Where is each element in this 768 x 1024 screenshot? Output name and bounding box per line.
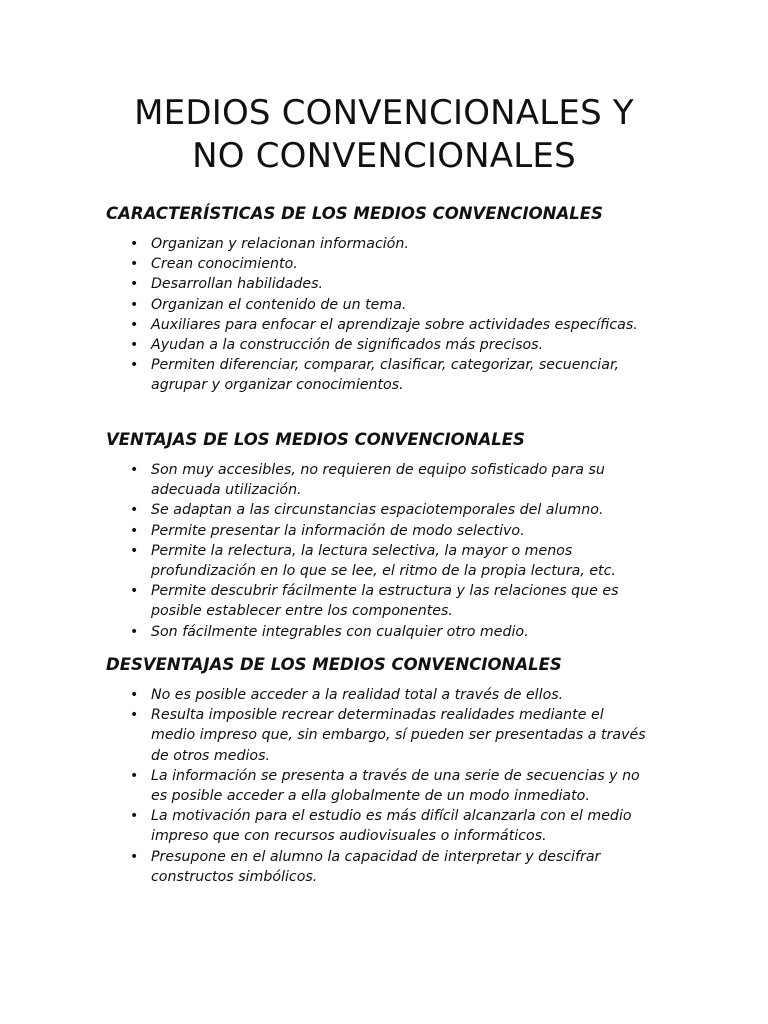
- bullet-list: [106, 460, 666, 642]
- bullet-icon: •: [130, 337, 139, 354]
- title-line-1: MEDIOS CONVENCIONALES Y: [134, 93, 634, 133]
- bullet-icon: •: [130, 236, 139, 252]
- list-item: [106, 521, 651, 541]
- bullet-icon: •: [130, 808, 139, 825]
- list-item-text: La información se presenta a través de una serie de secuencias y no es posible acceder a ella globalmente de un modo inmediato.: [151, 767, 640, 805]
- bullet-list: [106, 685, 666, 887]
- list-item-text: Crean conocimiento.: [151, 256, 298, 273]
- list-item-text: Ayudan a la construcción de significados más precisos.: [151, 337, 544, 354]
- section-ventajas: [106, 428, 666, 642]
- bullet-icon: •: [130, 687, 139, 703]
- bullet-icon: •: [130, 542, 139, 559]
- list-item-text: La motivación para el estudio es más difícil alcanzarla con el medio impreso que con recursos audiovisuales o informáticos.: [151, 808, 632, 845]
- list-item-text: Organizan y relacionan información.: [151, 236, 409, 252]
- list-item-text: Presupone en el alumno la capacidad de interpretar y descifrar constructos simbólicos.: [151, 848, 601, 885]
- bullet-icon: •: [130, 296, 139, 313]
- list-item: [106, 622, 651, 642]
- section-heading: DESVENTAJAS DE LOS MEDIOS CONVENCIONALES: [106, 655, 562, 674]
- list-item-text: Permite presentar la información de modo selectivo.: [151, 522, 525, 539]
- bullet-icon: •: [130, 316, 139, 333]
- list-item: [106, 460, 651, 500]
- section-desventajas: [106, 653, 666, 887]
- list-item-text: Son fácilmente integrables con cualquier otro medio.: [151, 623, 529, 640]
- list-item: [106, 806, 651, 846]
- list-item-text: Resulta imposible recrear determinadas realidades mediante el medio impreso que, sin embargo, sí pueden ser presentadas a través de otros medios.: [151, 707, 646, 764]
- list-item: [106, 355, 651, 395]
- list-item: [106, 234, 651, 254]
- bullet-icon: •: [130, 357, 139, 374]
- bullet-icon: •: [130, 767, 139, 784]
- list-item: [106, 685, 651, 705]
- list-item: [106, 315, 651, 335]
- list-item: [106, 274, 651, 294]
- bullet-icon: •: [130, 256, 139, 273]
- section-caracteristicas: [106, 202, 666, 396]
- list-item: [106, 766, 651, 806]
- bullet-icon: •: [130, 276, 139, 293]
- list-item-text: Permiten diferenciar, comparar, clasificar, categorizar, secuenciar, agrupar y organizar conocimientos.: [151, 357, 619, 394]
- list-item-text: Permite descubrir fácilmente la estructura y las relaciones que es posible establecer entre los componentes.: [151, 583, 619, 620]
- list-item-text: Permite la relectura, la lectura selectiva, la mayor o menos profundización en lo que se lee, el ritmo de la propia lectura, etc.: [151, 542, 616, 580]
- list-item: [106, 254, 651, 274]
- page-title: [0, 92, 768, 178]
- list-item: [106, 847, 651, 887]
- list-item-text: Auxiliares para enfocar el aprendizaje sobre actividades específicas.: [151, 316, 638, 333]
- list-item-text: Desarrollan habilidades.: [151, 276, 324, 293]
- bullet-list: [106, 234, 666, 396]
- bullet-icon: •: [130, 707, 139, 724]
- list-item-text: Son muy accesibles, no requieren de equipo sofisticado para su adecuada utilización.: [151, 462, 605, 499]
- list-item-text: No es posible acceder a la realidad total a través de ellos.: [151, 687, 564, 703]
- list-item-text: Se adaptan a las circunstancias espaciotemporales del alumno.: [151, 502, 604, 519]
- title-line-2: NO CONVENCIONALES: [192, 136, 576, 176]
- section-heading: VENTAJAS DE LOS MEDIOS CONVENCIONALES: [106, 430, 525, 449]
- list-item: [106, 581, 651, 621]
- list-item: [106, 295, 651, 315]
- list-item: [106, 500, 651, 520]
- list-item: [106, 541, 651, 581]
- bullet-icon: •: [130, 502, 139, 519]
- section-heading: CARACTERÍSTICAS DE LOS MEDIOS CONVENCIONALES: [106, 204, 603, 223]
- list-item: [106, 335, 651, 355]
- bullet-icon: •: [130, 583, 139, 600]
- bullet-icon: •: [130, 848, 139, 865]
- list-item-text: Organizan el contenido de un tema.: [151, 296, 407, 313]
- list-item: [106, 705, 651, 766]
- bullet-icon: •: [130, 623, 139, 640]
- bullet-icon: •: [130, 462, 139, 478]
- bullet-icon: •: [130, 522, 139, 539]
